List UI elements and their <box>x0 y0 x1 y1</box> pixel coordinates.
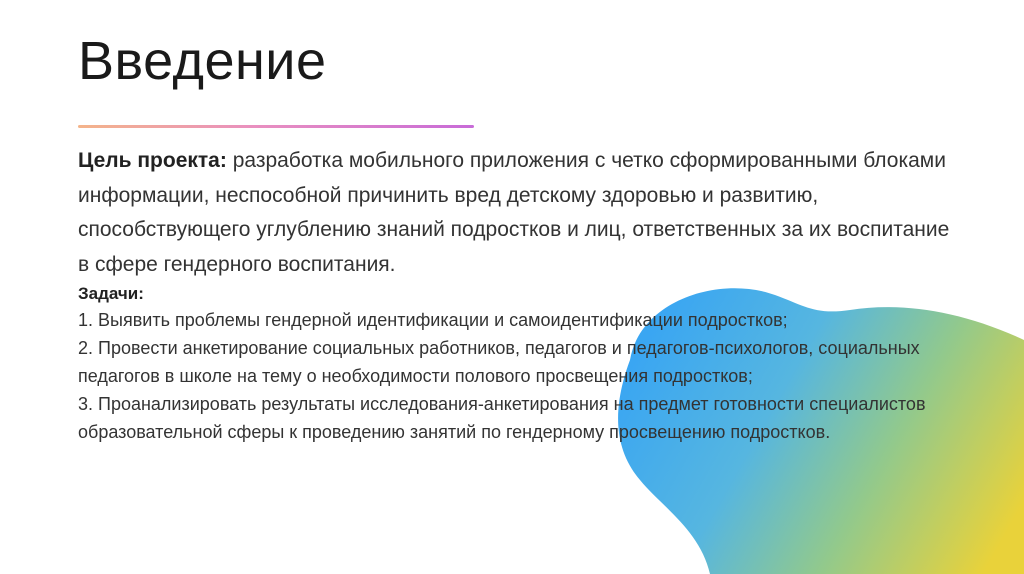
task-item-1: 1. Выявить проблемы гендерной идентификации и самоидентификации подростков; <box>78 310 788 330</box>
project-goal <box>78 144 958 282</box>
title-divider <box>78 125 474 128</box>
slide-content <box>78 144 1008 446</box>
goal-text: разработка мобильного приложения с четко сформированными блоками информации, неспособной причинить вред детскому здоровью и развитию, способствующего углублению знаний подростков и лиц, ответственных за их воспитание в сфере гендерного воспитания. <box>78 149 950 276</box>
tasks-heading: Задачи: <box>78 284 144 303</box>
goal-label: Цель проекта: <box>78 149 227 172</box>
task-item-2: 2. Провести анкетирование социальных работников, педагогов и педагогов-психологов, социальных педагогов в школе на тему о необходимости полового просвещения подростков; <box>78 338 920 386</box>
slide-title: Введение <box>78 31 327 91</box>
task-item-3: 3. Проанализировать результаты исследования-анкетирования на предмет готовности специалистов образовательной сферы к проведению занятий по гендерному просвещению подростков. <box>78 394 926 442</box>
